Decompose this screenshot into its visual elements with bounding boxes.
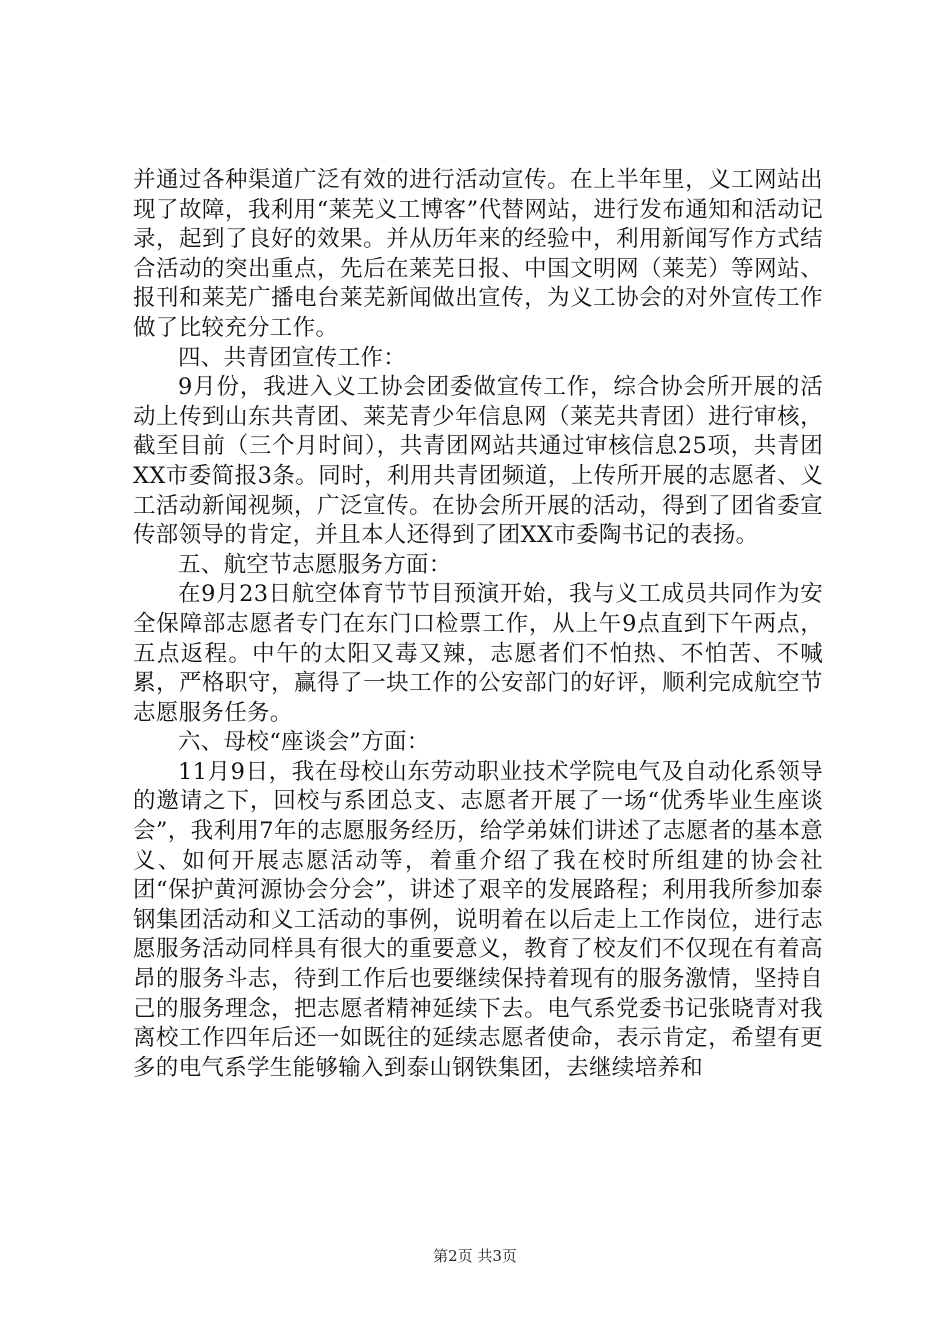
section-heading-aviation-festival: 五、航空节志愿服务方面： xyxy=(178,551,452,578)
paragraph-youth-league: 9月份，我进入义工协会团委做宣传工作，综合协会所开展的活动上传到山东共青团、莱芜青少年信息网（莱芜共青团）进行审核，截至目前（三个月时间），共青团网站共通过审核信息25项，共青团XX市委简报3条。同时，利用共青团频道，上传所开展的志愿者、义工活动新闻视频，广泛宣传。在协会所开展的活动，得到了团省委宣传部领导的肯定，并且本人还得到了团XX市委陶书记的表扬。 xyxy=(133,374,823,549)
paragraph-alma-mater: 11月9日，我在母校山东劳动职业技术学院电气及自动化系领导的邀请之下，回校与系团总支、志愿者开展了一场“优秀毕业生座谈会”，我利用7年的志愿服务经历，给学弟妹们讲述了志愿者的基本意义、如何开展志愿活动等，着重介绍了我在校时所组建的协会社团“保护黄河源协会分会”，讲述了艰辛的发展路程；利用我所参加泰钢集团活动和义工活动的事例，说明着在以后走上工作岗位，进行志愿服务活动同样具有很大的重要意义，教育了校友们不仅现在有着高昂的服务斗志，待到工作后也要继续保持着现有的服务激情，坚持自己的服务理念，把志愿者精神延续下去。电气系党委书记张晓青对我离校工作四年后还一如既往的延续志愿者使命，表示肯定，希望有更多的电气系学生能够输入到泰山钢铁集团，去继续培养和 xyxy=(133,758,823,1081)
paragraph-publicity-continued: 并通过各种渠道广泛有效的进行活动宣传。在上半年里，义工网站出现了故障，我利用“莱芜义工博客”代替网站，进行发布通知和活动记录，起到了良好的效果。并从历年来的经验中，利用新闻写作方式结合活动的突出重点，先后在莱芜日报、中国文明网（莱芜）等网站、报刊和莱芜广播电台莱芜新闻做出宣传，为义工协会的对外宣传工作做了比较充分工作。 xyxy=(133,167,823,341)
paragraph-aviation-festival: 在9月23日航空体育节节目预演开始，我与义工成员共同作为安全保障部志愿者专门在东门口检票工作，从上午9点直到下午两点，五点返程。中午的太阳又毒又辣，志愿者们不怕热、不怕苦、不喊累，严格职守，赢得了一块工作的公安部门的好评，顺利完成航空节志愿服务任务。 xyxy=(133,581,823,726)
page-footer: 第2页 共3页 xyxy=(433,1247,517,1265)
document-body xyxy=(133,166,823,1083)
section-heading-alma-mater: 六、母校“座谈会”方面： xyxy=(178,729,430,756)
section-heading-youth-league: 四、共青团宣传工作： xyxy=(178,344,407,371)
